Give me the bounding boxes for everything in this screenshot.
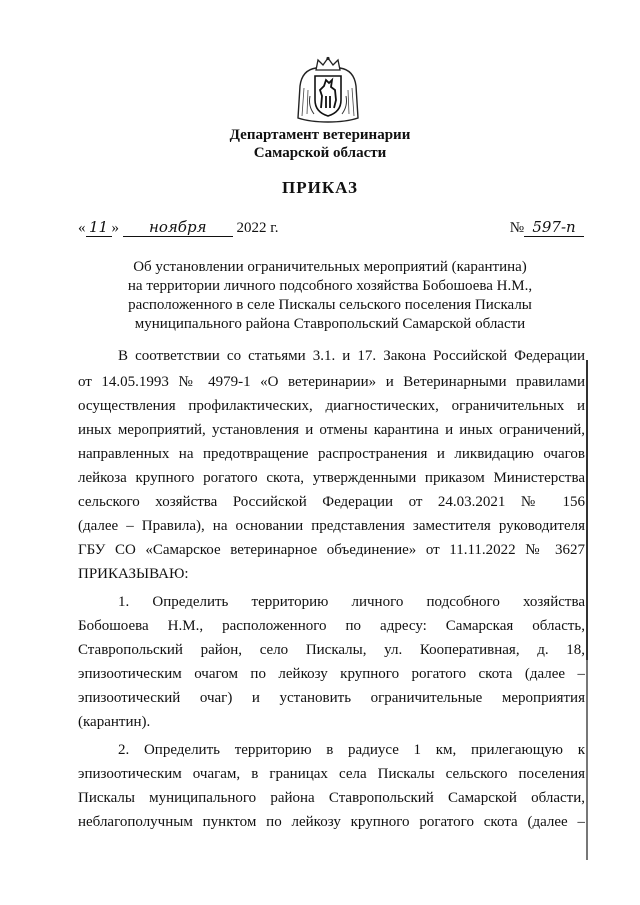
body-line: 1. Определить территорию личного подсобного хозяйства [118, 594, 585, 610]
body-line: (карантин). [78, 714, 151, 730]
samara-coat-of-arms-icon [296, 56, 360, 124]
order-subject [60, 258, 600, 334]
body-line: В соответствии со статьями 3.1. и 17. Закона Российской Федерации [118, 348, 585, 364]
order-title: ПРИКАЗ [282, 178, 358, 197]
order-number [510, 218, 584, 237]
date-number-row [78, 218, 598, 240]
body-line: ГБУ СО «Самарское ветеринарное объединение» от 11.11.2022 № 3627 [78, 542, 585, 558]
body-line: Ставропольский район, село Пискалы, ул. Кооперативная, д. 18, [78, 642, 585, 658]
body-line: Бобошоева Н.М., расположенного по адресу: Самарская область, [78, 618, 585, 634]
body-line: иных мероприятий, установления и отмены карантина и иных ограничений, [78, 422, 585, 438]
order-number-value: 597-п [524, 218, 584, 237]
subject-line: муниципального района Ставропольский Самарской области [134, 316, 526, 332]
body-line: лейкоза крупного рогатого скота, утвержденными приказом Министерства [78, 470, 585, 486]
scan-page-edge [586, 360, 588, 860]
body-line: осуществления профилактических, диагностических, ограничительных и [78, 398, 585, 414]
body-line: Пискалы муниципального района Ставропольский Самарской области, [78, 790, 585, 806]
subject-line: расположенного в селе Пискалы сельского поселения Пискалы [128, 297, 532, 313]
department-name-line2: Самарской области [253, 145, 387, 161]
body-line: неблагополучным пунктом по лейкозу крупного рогатого скота (далее – [78, 814, 585, 830]
order-number-label: № [509, 220, 524, 236]
body-line: от 14.05.1993 № 4979-1 «О ветеринарии» и Ветеринарными правилами [78, 374, 585, 390]
body-line: 2. Определить территорию в радиусе 1 км, прилегающую к [118, 742, 585, 758]
body-line: ПРИКАЗЫВАЮ: [78, 566, 189, 582]
date-close-quote: » [111, 220, 119, 236]
date-day: 11 [86, 218, 112, 237]
body-line: эпизоотическим очагам, в границах села Пискалы сельского поселения [78, 766, 585, 782]
date-open-quote: « [78, 220, 86, 236]
body-line: сельского хозяйства Российской Федерации от 24.03.2021 № 156 [78, 494, 585, 510]
subject-line: на территории личного подсобного хозяйства Бобошоева Н.М., [127, 278, 533, 294]
body-line: направленных на предотвращение распространения и ликвидацию очагов [78, 446, 585, 462]
date-year: 2022 г. [236, 220, 279, 236]
date-month: ноября [123, 218, 233, 237]
department-name-line1: Департамент ветеринарии [229, 127, 411, 143]
body-line: эпизоотический очаг) и установить ограничительные мероприятия [78, 690, 585, 706]
order-date [78, 218, 278, 237]
body-line: (далее – Правила), на основании представления заместителя руководителя [78, 518, 585, 534]
body-line: эпизоотическим очагом по лейкозу крупного рогатого скота (далее – [78, 666, 585, 682]
subject-line: Об установлении ограничительных мероприятий (карантина) [133, 259, 527, 275]
